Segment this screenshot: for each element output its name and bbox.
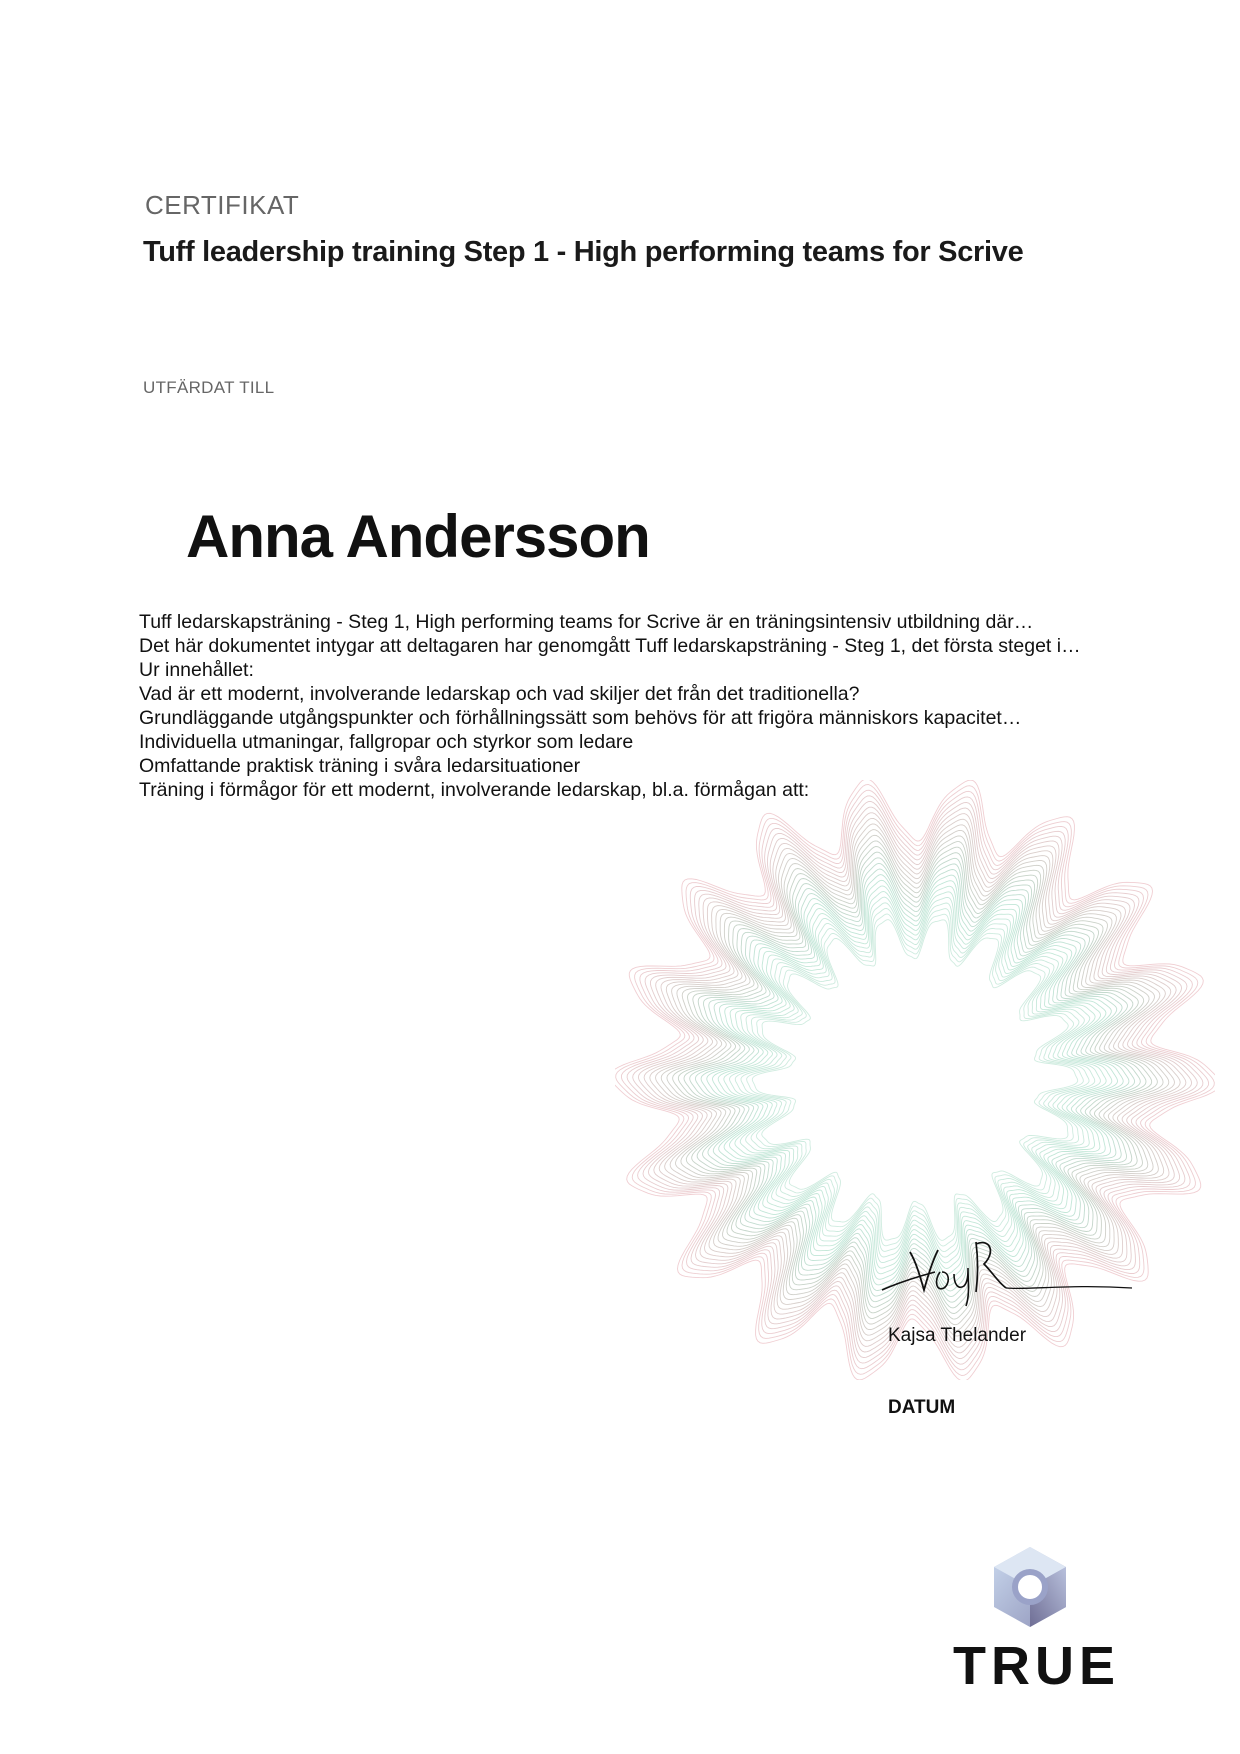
seal-ring: [741, 908, 1089, 1251]
description-line: Träning i förmågor för ett modernt, involverande ledarskap, bl.a. förmågan att:: [139, 779, 810, 801]
description-line: Det här dokumentet intygar att deltagaren har genomgått Tuff ledarskapsträning - Steg 1, det första steget i…: [139, 635, 1081, 657]
description-line: Grundläggande utgångspunkter och förhållningssätt som behövs för att frigöra människors kapacitet…: [139, 707, 1022, 729]
date-label: DATUM: [888, 1397, 956, 1418]
description-line: Ur innehållet:: [139, 659, 254, 681]
true-logo-text: TRUE: [953, 1636, 1120, 1696]
recipient-name: Anna Andersson: [186, 503, 650, 570]
description-line: Omfattande praktisk träning i svåra ledarsituationer: [139, 755, 581, 777]
signature-image: [880, 1232, 1135, 1312]
description-line: Individuella utmaningar, fallgropar och styrkor som ledare: [139, 731, 634, 753]
description-line: Tuff ledarskapsträning - Steg 1, High performing teams for Scrive är en träningsintensiv utbildning där…: [139, 611, 1034, 633]
course-title: Tuff leadership training Step 1 - High performing teams for Scrive: [143, 236, 1024, 268]
signer-name: Kajsa Thelander: [888, 1325, 1027, 1346]
certificate-label: CERTIFIKAT: [145, 190, 300, 220]
course-description: [139, 610, 1149, 802]
seal-ring: [735, 903, 1094, 1257]
hexagon-cube-icon: [988, 1545, 1072, 1629]
description-line: Vad är ett modernt, involverande ledarskap och vad skiljer det från det traditionella?: [139, 683, 860, 705]
issued-to-label: UTFÄRDAT TILL: [143, 378, 275, 397]
